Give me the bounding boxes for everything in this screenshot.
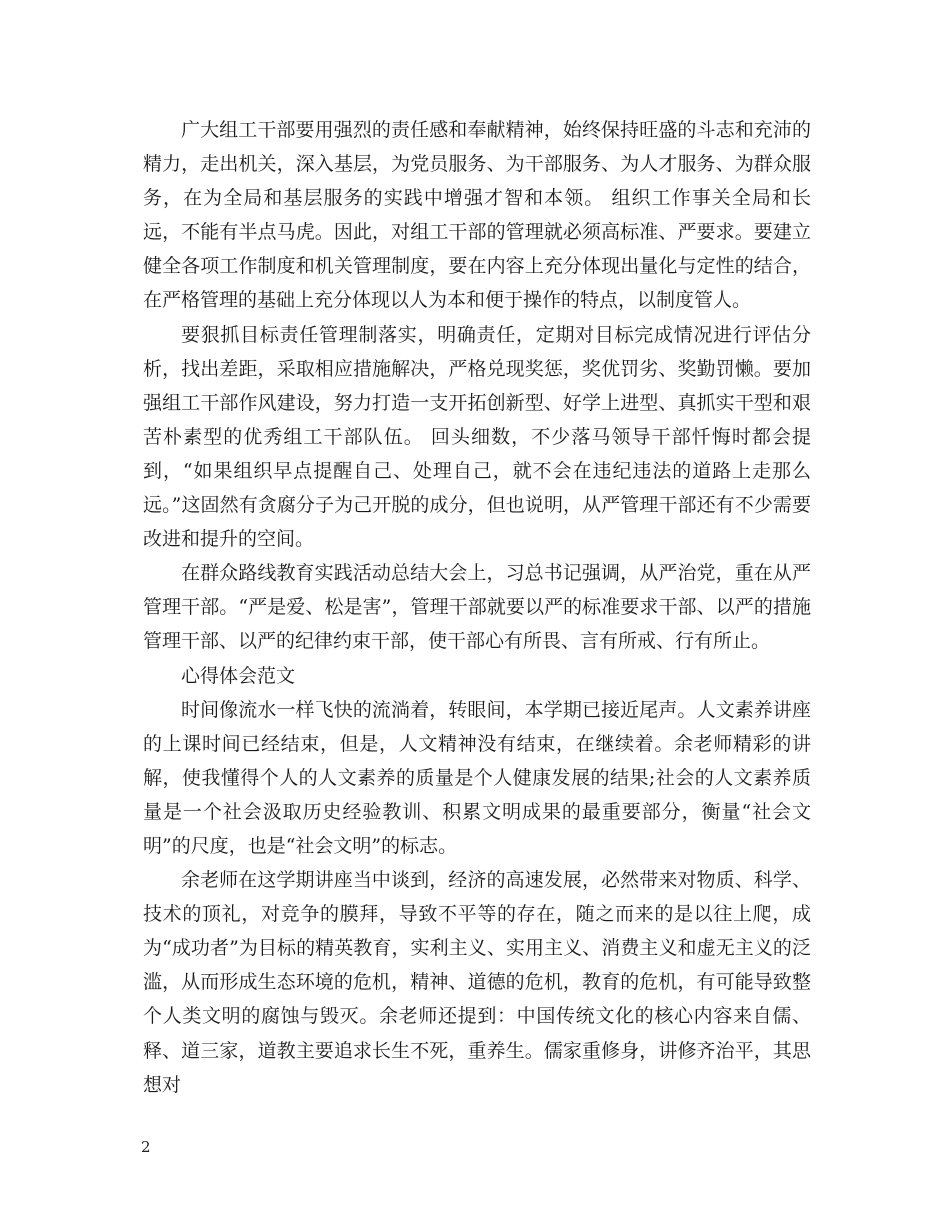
- paragraph-4: 时间像流水一样飞快的流淌着，转眼间，本学期已接近尾声。人文素养讲座的上课时间已经结束，但是，人文精神没有结束，在继续着。余老师精彩的讲解，使我懂得个人的人文素养的质量是个人健康发展的结果;社会的人文素养质量是一个社会汲取历史经验教训、积累文明成果的最重要部分，衡量“社会文明”的尺度，也是“社会文明”的标志。: [143, 698, 811, 857]
- section-heading: 心得体会范文: [181, 664, 296, 687]
- paragraph-1: 广大组工干部要用强烈的责任感和奉献精神，始终保持旺盛的斗志和充沛的精力，走出机关，深入基层，为党员服务、为干部服务、为人才服务、为群众服务，在为全局和基层服务的实践中增强才智和本领。 组织工作事关全局和长远，不能有半点马虎。因此，对组工干部的管理就必须高标准、严要求。要建立健全各项工作制度和机关管理制度，要在内容上充分体现出量化与定性的结合，在严格管理的基础上充分体现以人为本和便于操作的特点，以制度管人。: [143, 119, 811, 312]
- paragraph-2: 要狠抓目标责任管理制落实，明确责任，定期对目标完成情况进行评估分析，找出差距，采取相应措施解决，严格兑现奖惩，奖优罚劣、奖勤罚懒。要加强组工干部作风建设，努力打造一支开拓创新型、好学上进型、真抓实干型和艰苦朴素型的优秀组工干部队伍。 回头细数，不少落马领导干部忏悔时都会提到，“如果组织早点提醒自己、处理自己，就不会在违纪违法的道路上走那么远。”这固然有贪腐分子为己开脱的成分，但也说明，从严管理干部还有不少需要改进和提升的空间。: [143, 323, 811, 551]
- paragraph-3: 在群众路线教育实践活动总结大会上，习总书记强调，从严治党，重在从严管理干部。“严是爱、松是害”，管理干部就要以严的标准要求干部、以严的措施管理干部、以严的纪律约束干部，使干部心有所畏、言有所戒、行有所止。: [143, 562, 811, 653]
- paragraph-5: 余老师在这学期讲座当中谈到，经济的高速发展，必然带来对物质、科学、技术的顶礼，对竞争的膜拜，导致不平等的存在，随之而来的是以往上爬，成为“成功者”为目标的精英教育，实利主义、实用主义、消费主义和虚无主义的泛滥，从而形成生态环境的危机，精神、道德的危机，教育的危机，有可能导致整个人类文明的腐蚀与毁灭。余老师还提到：中国传统文化的核心内容来自儒、释、道三家，道教主要追求长生不死，重养生。儒家重修身，讲修齐治平，其思想对: [143, 869, 811, 1096]
- page-number: 2: [141, 1138, 151, 1156]
- document-body: [143, 113, 811, 1102]
